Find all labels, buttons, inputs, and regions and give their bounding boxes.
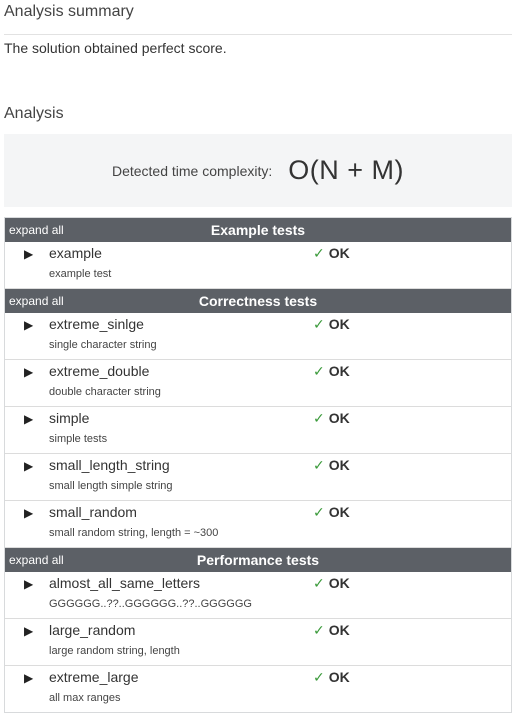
triangle-right-icon[interactable]: ▶ bbox=[24, 365, 34, 379]
test-description: all max ranges bbox=[49, 692, 121, 704]
test-row[interactable] bbox=[5, 242, 511, 289]
test-row[interactable] bbox=[5, 407, 511, 454]
complexity-label: Detected time complexity: bbox=[111, 162, 273, 179]
checkmark-icon: ✓ bbox=[313, 410, 325, 426]
test-description: example test bbox=[49, 268, 112, 280]
test-status bbox=[313, 315, 350, 333]
checkmark-icon: ✓ bbox=[313, 363, 325, 379]
triangle-right-icon[interactable]: ▶ bbox=[24, 247, 34, 261]
status-ok: OK bbox=[328, 410, 350, 426]
summary-text: The solution obtained perfect score. bbox=[4, 40, 227, 56]
test-status bbox=[313, 456, 350, 474]
group-title: Example tests bbox=[210, 222, 306, 238]
test-row[interactable] bbox=[5, 572, 511, 619]
status-ok: OK bbox=[328, 575, 350, 591]
triangle-right-icon[interactable]: ▶ bbox=[24, 412, 34, 426]
checkmark-icon: ✓ bbox=[313, 575, 325, 591]
test-name: almost_all_same_letters bbox=[49, 575, 200, 591]
triangle-right-icon[interactable]: ▶ bbox=[24, 459, 34, 473]
checkmark-icon: ✓ bbox=[313, 622, 325, 638]
test-name: small_random bbox=[49, 504, 137, 520]
test-description: small length simple string bbox=[49, 480, 173, 492]
status-ok: OK bbox=[328, 363, 350, 379]
tests-table bbox=[4, 217, 512, 713]
test-row[interactable] bbox=[5, 454, 511, 501]
status-ok: OK bbox=[328, 316, 350, 332]
group-title: Performance tests bbox=[196, 552, 320, 568]
status-ok: OK bbox=[328, 669, 350, 685]
status-ok: OK bbox=[328, 622, 350, 638]
status-ok: OK bbox=[328, 504, 350, 520]
analysis-page bbox=[4, 0, 512, 713]
status-ok: OK bbox=[328, 457, 350, 473]
test-description: double character string bbox=[49, 386, 161, 398]
test-row[interactable] bbox=[5, 666, 511, 712]
triangle-right-icon[interactable]: ▶ bbox=[24, 671, 34, 685]
test-status bbox=[313, 574, 350, 592]
test-row[interactable] bbox=[5, 501, 511, 548]
group-header-example bbox=[5, 218, 511, 242]
test-name: example bbox=[49, 245, 102, 261]
test-description: large random string, length bbox=[49, 645, 180, 657]
triangle-right-icon[interactable]: ▶ bbox=[24, 577, 34, 591]
test-status bbox=[313, 409, 350, 427]
test-status bbox=[313, 668, 350, 686]
status-ok: OK bbox=[328, 245, 350, 261]
expand-all-button[interactable]: expand all bbox=[9, 223, 64, 237]
test-status bbox=[313, 621, 350, 639]
test-row[interactable] bbox=[5, 360, 511, 407]
test-status bbox=[313, 362, 350, 380]
expand-all-button[interactable]: expand all bbox=[9, 553, 64, 567]
triangle-right-icon[interactable]: ▶ bbox=[24, 318, 34, 332]
test-name: extreme_double bbox=[49, 363, 150, 379]
complexity-value: O(N + M) bbox=[288, 155, 405, 185]
test-description: GGGGGG..??..GGGGGG..??..GGGGGG bbox=[49, 598, 252, 610]
test-name: extreme_large bbox=[49, 669, 139, 685]
test-description: single character string bbox=[49, 339, 157, 351]
triangle-right-icon[interactable]: ▶ bbox=[24, 506, 34, 520]
expand-all-button[interactable]: expand all bbox=[9, 294, 64, 308]
triangle-right-icon[interactable]: ▶ bbox=[24, 624, 34, 638]
test-status bbox=[313, 503, 350, 521]
test-name: simple bbox=[49, 410, 90, 426]
group-header-correctness bbox=[5, 289, 511, 313]
test-name: small_length_string bbox=[49, 457, 170, 473]
test-status bbox=[313, 244, 350, 262]
test-name: extreme_sinlge bbox=[49, 316, 144, 332]
checkmark-icon: ✓ bbox=[313, 245, 325, 261]
group-title: Correctness tests bbox=[198, 293, 318, 309]
checkmark-icon: ✓ bbox=[313, 669, 325, 685]
group-header-performance bbox=[5, 548, 511, 572]
complexity-panel bbox=[4, 134, 512, 207]
test-description: small random string, length = ~300 bbox=[49, 527, 219, 539]
checkmark-icon: ✓ bbox=[313, 316, 325, 332]
analysis-title: Analysis bbox=[4, 105, 64, 122]
test-row[interactable] bbox=[5, 619, 511, 666]
test-row[interactable] bbox=[5, 313, 511, 360]
test-name: large_random bbox=[49, 622, 136, 638]
test-description: simple tests bbox=[49, 433, 108, 445]
analysis-summary-title: Analysis summary bbox=[4, 0, 512, 35]
checkmark-icon: ✓ bbox=[313, 504, 325, 520]
checkmark-icon: ✓ bbox=[313, 457, 325, 473]
